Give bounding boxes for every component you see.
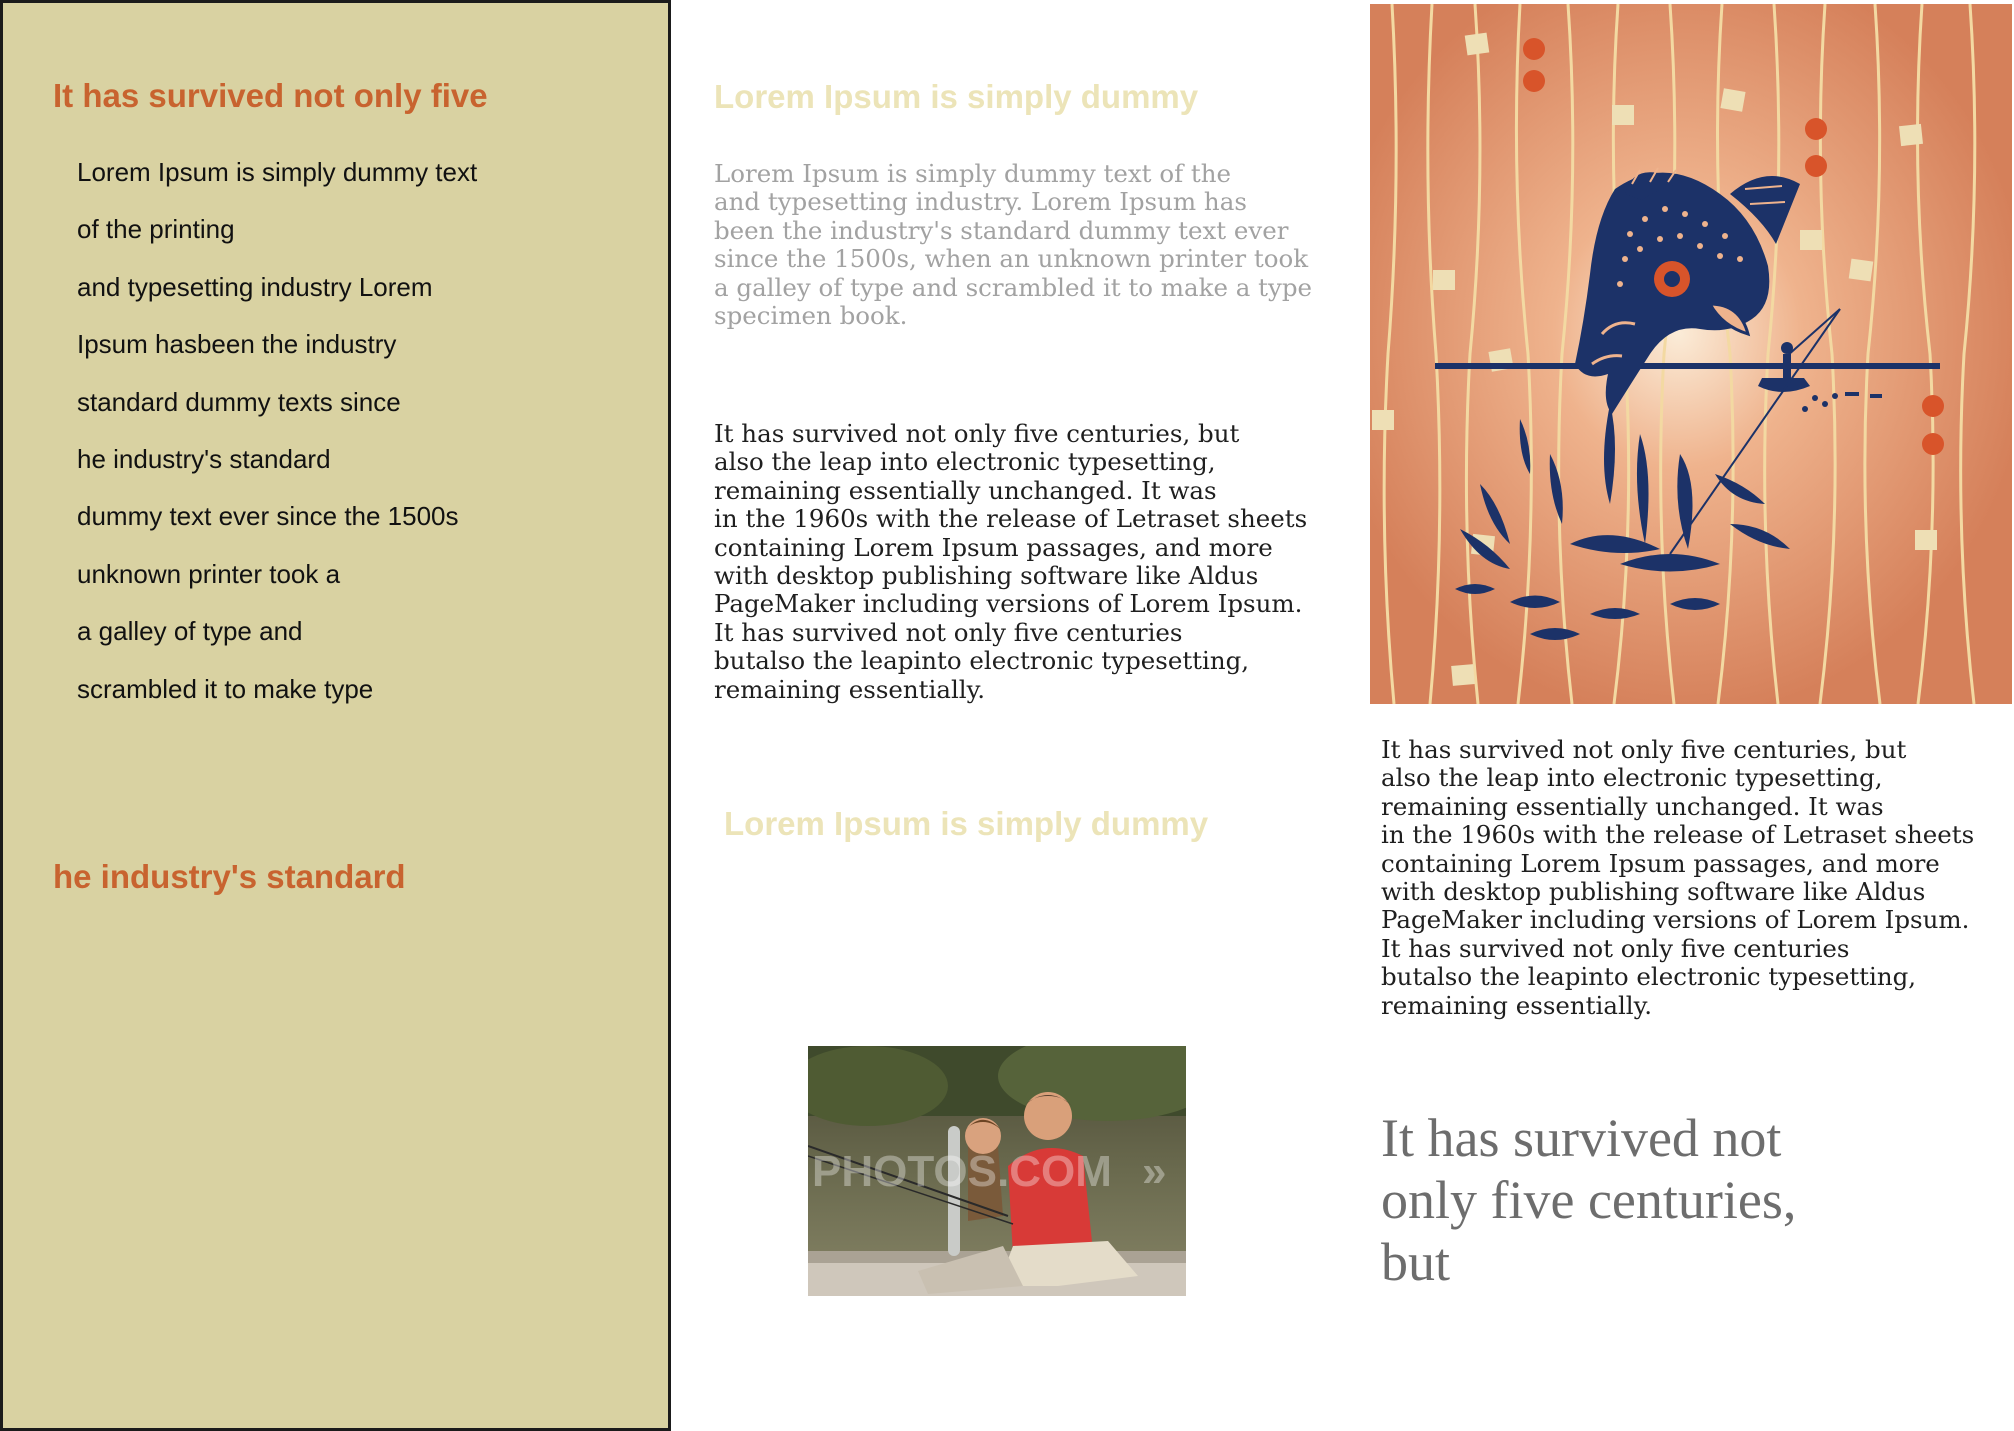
text-line: a galley of type and scrambled it to make a type bbox=[714, 272, 1313, 302]
text-line: in the 1960s with the release of Letraset sheets bbox=[1381, 820, 1975, 850]
text-line: It has survived not only five centuries, but bbox=[1381, 735, 1907, 764]
text-line: butalso the leapinto electronic typesetting, bbox=[714, 646, 1250, 676]
photo-watermark: PHOTOS.COM bbox=[812, 1147, 1112, 1196]
list-item: he industry's standard bbox=[77, 443, 331, 474]
list-item: Lorem Ipsum is simply dummy text bbox=[77, 157, 478, 187]
list-item: unknown printer took a bbox=[77, 558, 341, 589]
list-item: and typesetting industry Lorem bbox=[77, 271, 433, 302]
text-line: It has survived not only five centuries bbox=[1381, 933, 1850, 963]
text-line: since the 1500s, when an unknown printer took bbox=[714, 244, 1309, 274]
text-line: remaining essentially unchanged. It was bbox=[1381, 791, 1884, 821]
text-line: with desktop publishing software like Aldus bbox=[714, 561, 1259, 591]
pull-quote bbox=[1381, 1107, 1796, 1293]
text-line: containing Lorem Ipsum passages, and more bbox=[1381, 848, 1940, 878]
text-line: remaining essentially unchanged. It was bbox=[714, 475, 1217, 505]
middle-intro-paragraph bbox=[714, 160, 1354, 330]
text-line: in the 1960s with the release of Letraset sheets bbox=[714, 504, 1308, 534]
list-item: Ipsum hasbeen the industry bbox=[77, 329, 397, 360]
text-line: and typesetting industry. Lorem Ipsum has bbox=[714, 187, 1247, 217]
list-item: a galley of type and bbox=[77, 616, 303, 647]
text-line: remaining essentially. bbox=[714, 674, 986, 704]
list-item: scrambled it to make type bbox=[77, 673, 374, 704]
middle-body-paragraph bbox=[714, 420, 1354, 704]
list-item: dummy text ever since the 1500s bbox=[77, 501, 459, 532]
middle-heading-top: Lorem Ipsum is simply dummy bbox=[714, 78, 1199, 115]
text-line: specimen book. bbox=[714, 301, 908, 331]
fishing-photo bbox=[808, 1046, 1186, 1296]
list-item: standard dummy texts since bbox=[77, 386, 401, 417]
right-body-paragraph bbox=[1381, 736, 2011, 1020]
left-text-list bbox=[77, 152, 477, 726]
list-item: of the printing bbox=[77, 214, 235, 245]
text-line: containing Lorem Ipsum passages, and more bbox=[714, 532, 1273, 562]
text-line: with desktop publishing software like Aldus bbox=[1381, 877, 1926, 907]
text-line: It has survived not only five centuries bbox=[714, 617, 1183, 647]
left-heading-bottom: he industry's standard bbox=[53, 858, 406, 895]
text-line: also the leap into electronic typesetting, bbox=[1381, 763, 1883, 793]
svg-text:»: » bbox=[1142, 1147, 1167, 1196]
text-line: It has survived not only five centuries, but bbox=[714, 419, 1240, 448]
text-line: PageMaker including versions of Lorem Ipsum. bbox=[714, 589, 1303, 619]
text-line: Lorem Ipsum is simply dummy text of the bbox=[714, 159, 1232, 188]
quote-line: It has survived not bbox=[1381, 1108, 1782, 1168]
text-line: also the leap into electronic typesetting, bbox=[714, 447, 1216, 477]
text-line: butalso the leapinto electronic typesetting, bbox=[1381, 962, 1917, 992]
text-line: been the industry's standard dummy text ever bbox=[714, 215, 1289, 245]
leaping-fish-icon bbox=[1370, 4, 2012, 704]
middle-heading-bottom: Lorem Ipsum is simply dummy bbox=[724, 805, 1209, 842]
left-heading-top: It has survived not only five bbox=[53, 77, 488, 114]
text-line: PageMaker including versions of Lorem Ipsum. bbox=[1381, 905, 1970, 935]
quote-line: only five centuries, bbox=[1381, 1170, 1797, 1230]
quote-line: but bbox=[1381, 1232, 1451, 1292]
text-line: remaining essentially. bbox=[1381, 990, 1653, 1020]
